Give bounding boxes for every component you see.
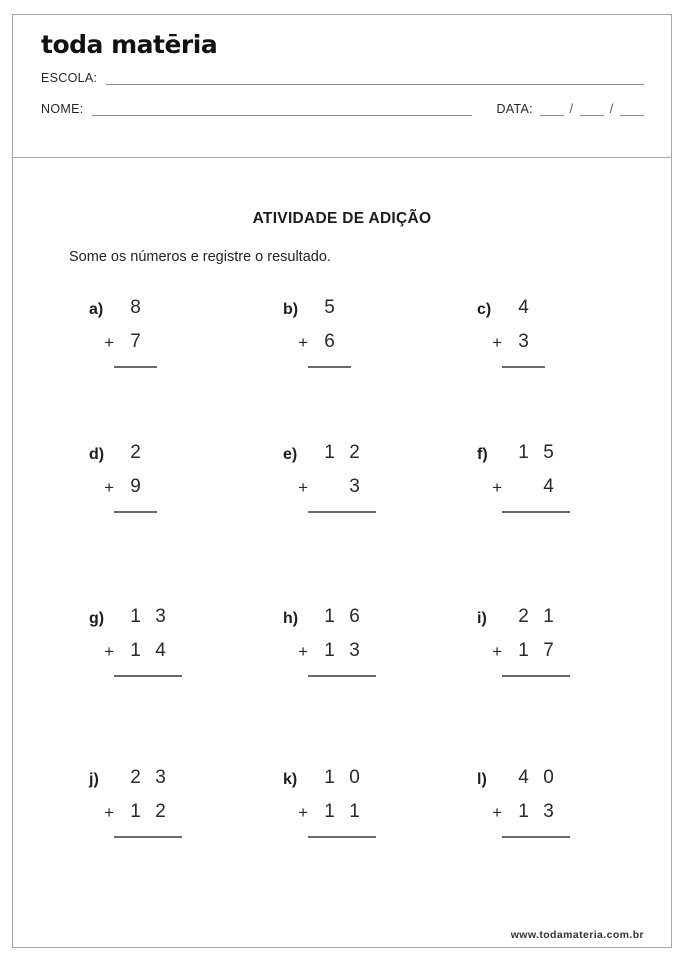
digit-cell: 1	[543, 606, 554, 627]
digit-cell: 2	[155, 801, 166, 822]
problem-label: l)	[477, 771, 487, 788]
digit-cell: 8	[130, 297, 141, 318]
digit-cell: 7	[543, 640, 554, 661]
answer-line	[114, 675, 182, 677]
digit-cell: 2	[130, 442, 141, 463]
school-blank-line	[106, 81, 644, 85]
problem-digits	[477, 767, 671, 823]
addition-problem-j	[89, 767, 283, 838]
addition-problem-g	[89, 606, 283, 677]
school-row	[41, 71, 644, 85]
plus-sign: +	[104, 333, 114, 352]
instruction-text: Some os números e registre o resultado.	[69, 249, 331, 265]
problem-label: b)	[283, 301, 299, 318]
worksheet-header	[13, 30, 671, 158]
problem-label: i)	[477, 610, 487, 627]
plus-sign: +	[492, 642, 502, 661]
digit-cell: 1	[518, 442, 529, 463]
digit-cell: 3	[155, 767, 166, 788]
name-label: NOME:	[41, 102, 84, 116]
plus-sign: +	[492, 803, 502, 822]
plus-sign: +	[298, 333, 308, 352]
answer-line	[308, 511, 376, 513]
website-url: www.todamateria.com.br	[510, 929, 644, 941]
addition-problem-e	[283, 442, 477, 513]
addition-problem-i	[477, 606, 671, 677]
digit-cell: 7	[130, 331, 141, 352]
problem-label: h)	[283, 610, 299, 627]
digit-cell: 2	[130, 767, 141, 788]
worksheet-page	[12, 14, 672, 948]
digit-cell: 4	[518, 767, 529, 788]
problem-label: c)	[477, 301, 492, 318]
date-label: DATA:	[496, 102, 533, 116]
plus-sign: +	[492, 478, 502, 497]
addition-problem-c	[477, 297, 671, 368]
problems-grid	[13, 297, 671, 838]
digit-cell: 5	[543, 442, 554, 463]
school-label: ESCOLA:	[41, 71, 98, 85]
problem-digits	[283, 606, 477, 662]
problem-digits	[283, 767, 477, 823]
problem-label: a)	[89, 301, 104, 318]
answer-line	[308, 366, 351, 368]
digit-cell: 1	[518, 640, 529, 661]
digit-cell: 1	[518, 801, 529, 822]
digit-cell: 1	[130, 640, 141, 661]
digit-cell: 6	[349, 606, 360, 627]
answer-line	[114, 511, 157, 513]
date-month-blank-line	[580, 112, 604, 116]
plus-sign: +	[492, 333, 502, 352]
problems-row	[89, 606, 671, 677]
problem-label: k)	[283, 771, 298, 788]
digit-cell: 4	[518, 297, 529, 318]
problem-label: f)	[477, 446, 488, 463]
worksheet-body	[13, 210, 671, 838]
date-separator: /	[609, 101, 614, 116]
problem-digits	[89, 442, 283, 498]
digit-cell: 6	[324, 331, 335, 352]
problem-label: j)	[89, 771, 99, 788]
date-year-blank-line	[620, 112, 644, 116]
answer-line	[502, 511, 570, 513]
brand-logo: toda matēria	[41, 30, 218, 59]
problem-digits	[283, 297, 477, 353]
digit-cell: 3	[155, 606, 166, 627]
digit-cell: 2	[518, 606, 529, 627]
problem-digits	[89, 767, 283, 823]
digit-cell: 5	[324, 297, 335, 318]
answer-line	[502, 366, 545, 368]
problem-label: g)	[89, 610, 105, 627]
digit-cell: 4	[543, 476, 554, 497]
digit-cell: 4	[155, 640, 166, 661]
digit-cell: 3	[518, 331, 529, 352]
digit-cell: 1	[130, 606, 141, 627]
problems-row	[89, 442, 671, 513]
problem-digits	[89, 297, 283, 353]
problem-digits	[89, 606, 283, 662]
problem-label: d)	[89, 446, 105, 463]
digit-cell: 1	[324, 767, 335, 788]
plus-sign: +	[298, 803, 308, 822]
answer-line	[308, 836, 376, 838]
digit-cell: 2	[349, 442, 360, 463]
answer-line	[502, 675, 570, 677]
date-separator: /	[569, 101, 574, 116]
worksheet-title: ATIVIDADE DE ADIÇÃO	[252, 210, 432, 227]
answer-line	[502, 836, 570, 838]
digit-cell: 1	[130, 801, 141, 822]
date-day-blank-line	[540, 112, 564, 116]
addition-problem-d	[89, 442, 283, 513]
digit-cell: 3	[543, 801, 554, 822]
plus-sign: +	[298, 478, 308, 497]
digit-cell: 1	[324, 442, 335, 463]
plus-sign: +	[298, 642, 308, 661]
problem-digits	[477, 442, 671, 498]
plus-sign: +	[104, 803, 114, 822]
addition-problem-b	[283, 297, 477, 368]
addition-problem-h	[283, 606, 477, 677]
name-date-row	[41, 101, 644, 116]
plus-sign: +	[104, 478, 114, 497]
addition-problem-f	[477, 442, 671, 513]
addition-problem-k	[283, 767, 477, 838]
digit-cell: 1	[324, 640, 335, 661]
digit-cell: 1	[349, 801, 360, 822]
digit-cell: 3	[349, 640, 360, 661]
answer-line	[114, 366, 157, 368]
digit-cell: 9	[130, 476, 141, 497]
problem-digits	[283, 442, 477, 498]
answer-line	[114, 836, 182, 838]
answer-line	[308, 675, 376, 677]
digit-cell: 0	[349, 767, 360, 788]
name-blank-line	[92, 112, 472, 116]
digit-cell: 3	[349, 476, 360, 497]
problem-digits	[477, 606, 671, 662]
problem-digits	[477, 297, 671, 353]
digit-cell: 0	[543, 767, 554, 788]
problem-label: e)	[283, 446, 298, 463]
plus-sign: +	[104, 642, 114, 661]
addition-problem-l	[477, 767, 671, 838]
digit-cell: 1	[324, 606, 335, 627]
addition-problem-a	[89, 297, 283, 368]
digit-cell: 1	[324, 801, 335, 822]
problems-row	[89, 767, 671, 838]
problems-row	[89, 297, 671, 368]
